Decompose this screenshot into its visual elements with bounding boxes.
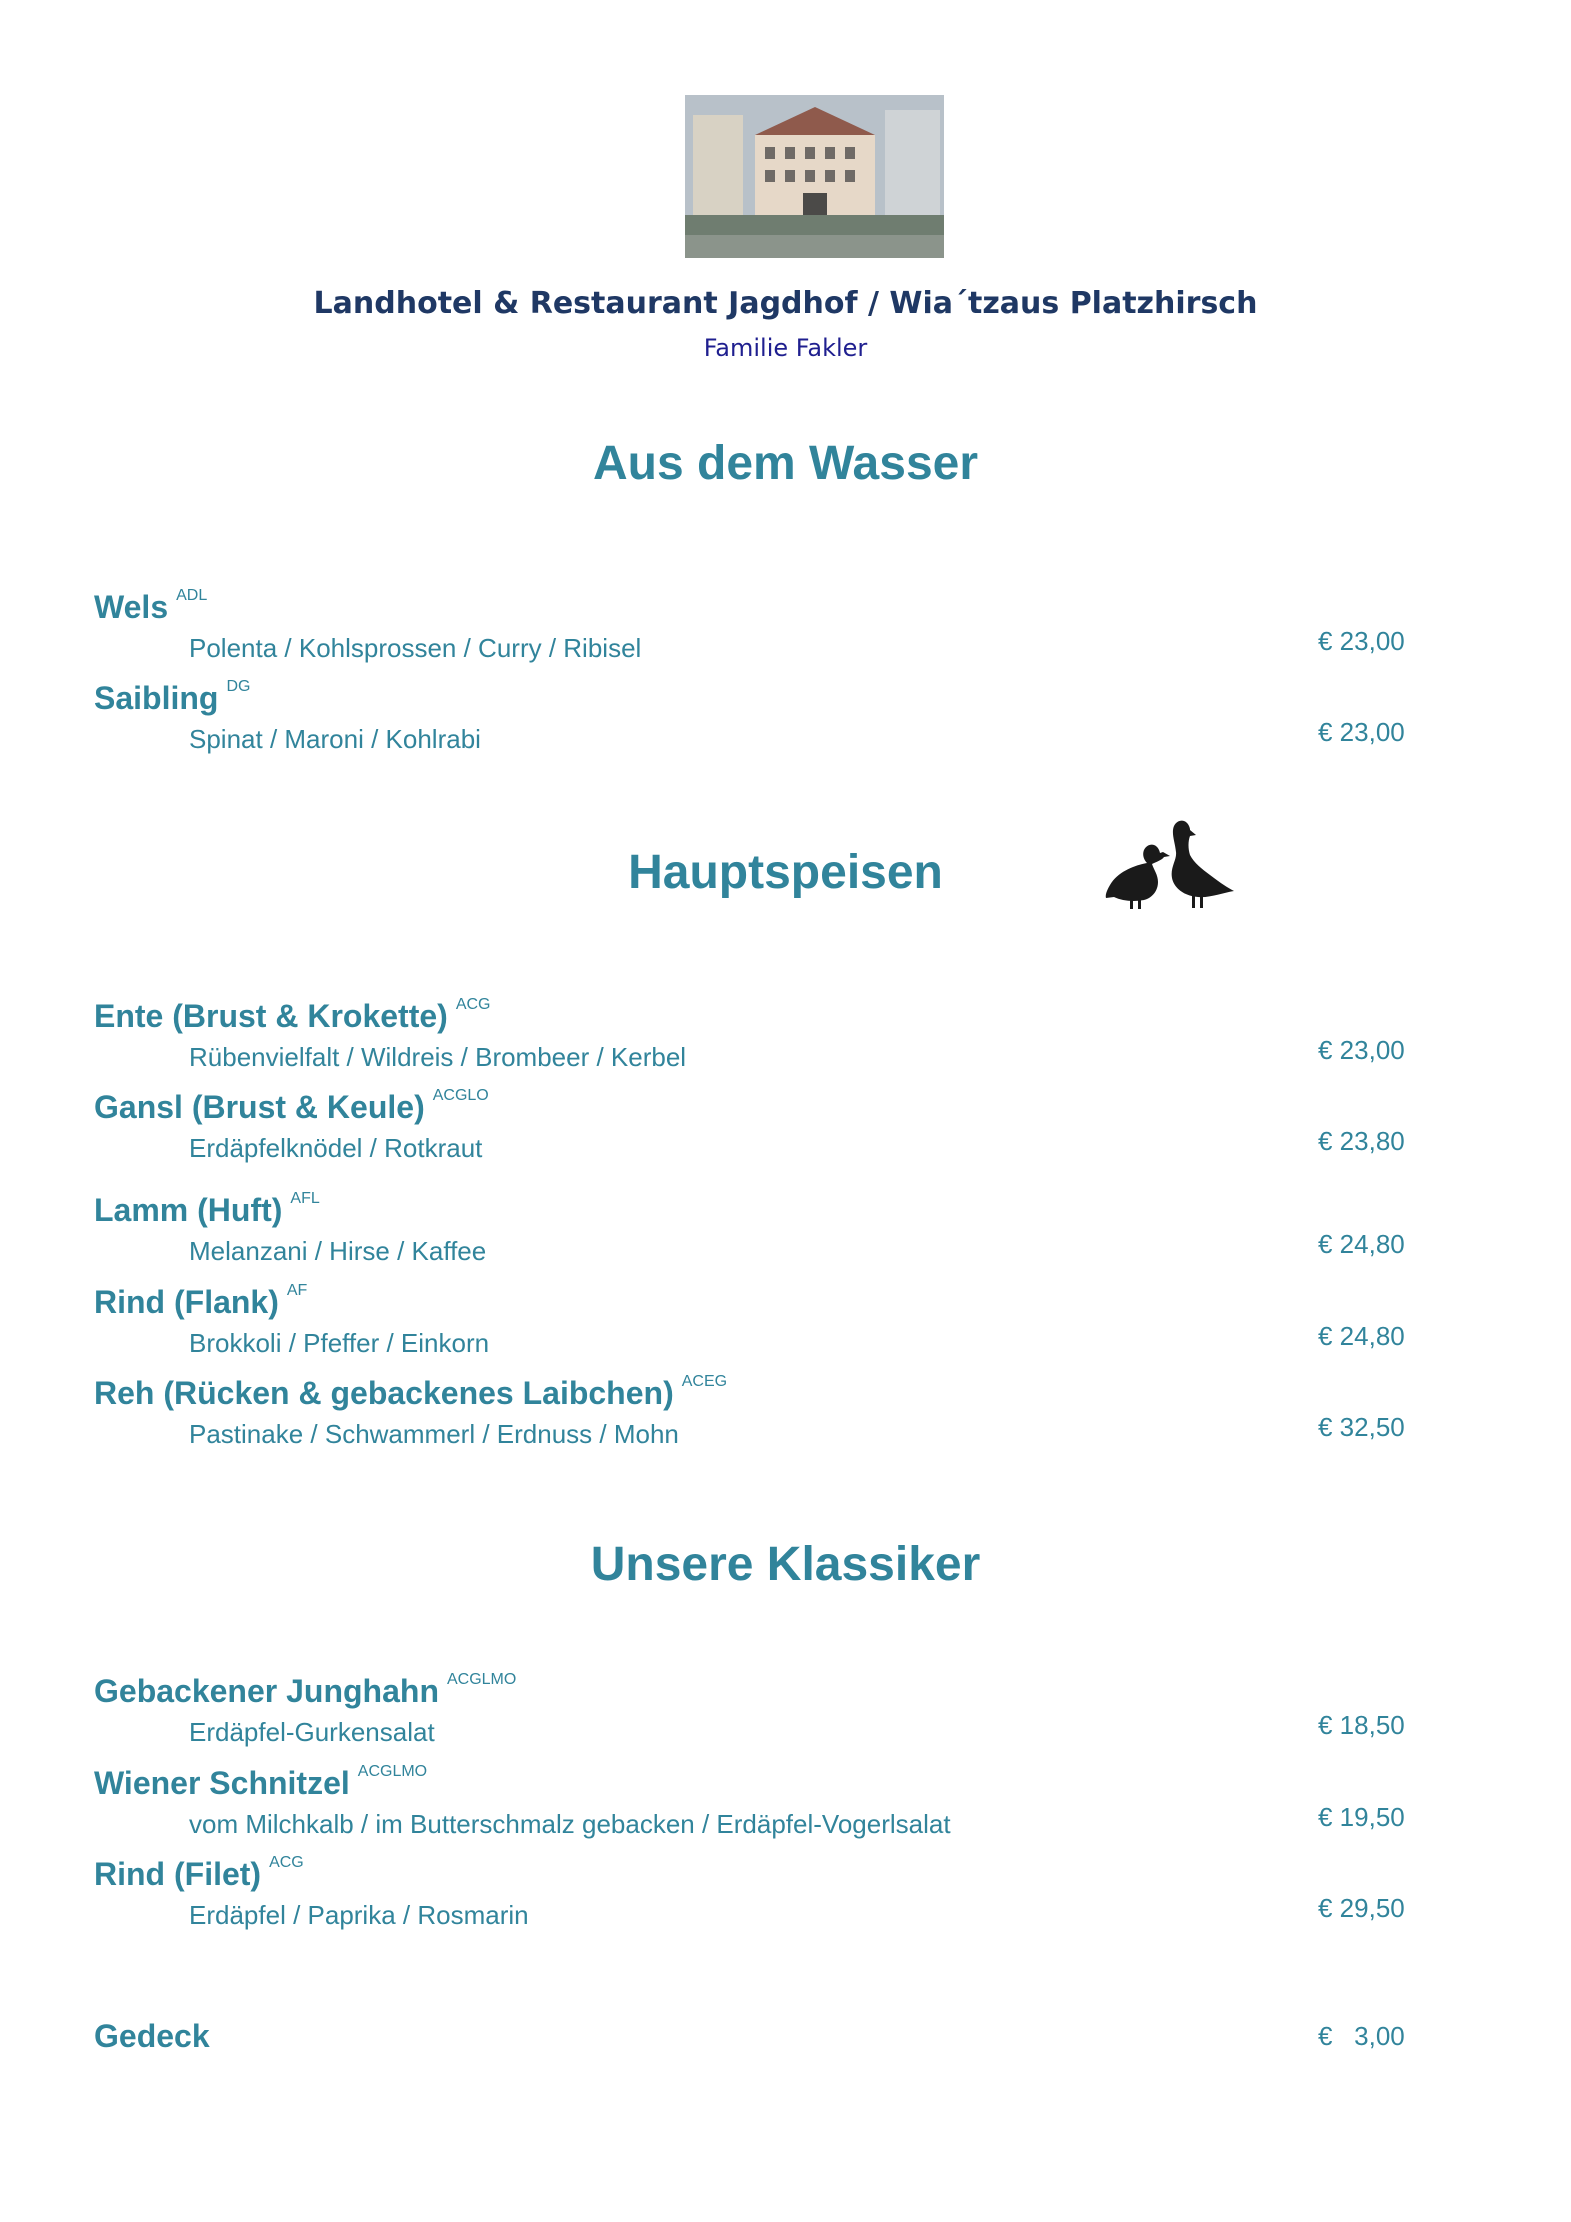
allergen-codes: ADL bbox=[176, 587, 208, 604]
menu-item bbox=[94, 1374, 1414, 1449]
section-title-unsere-klassiker: Unsere Klassiker bbox=[590, 1538, 981, 1591]
item-name: Lamm (Huft) bbox=[94, 1192, 283, 1228]
allergen-codes: ACEG bbox=[681, 1373, 728, 1390]
cover-charge bbox=[94, 2017, 1414, 2055]
item-price: € 29,50 bbox=[1318, 1893, 1405, 1923]
allergen-codes: ACGLO bbox=[432, 1087, 489, 1104]
item-price: € 23,00 bbox=[1318, 1035, 1405, 1065]
item-name: Saibling bbox=[94, 680, 219, 716]
item-name: Ente (Brust & Krokette) bbox=[94, 998, 448, 1034]
item-description: Erdäpfel / Paprika / Rosmarin bbox=[189, 1900, 529, 1930]
hotel-photo bbox=[685, 95, 944, 258]
item-price: € 32,50 bbox=[1318, 1412, 1405, 1442]
menu-item bbox=[94, 679, 1414, 754]
item-description: Brokkoli / Pfeffer / Einkorn bbox=[189, 1328, 490, 1358]
item-name: Rind (Filet) bbox=[94, 1856, 262, 1892]
item-name: Gansl (Brust & Keule) bbox=[94, 1089, 425, 1125]
item-price: € 23,80 bbox=[1318, 1126, 1405, 1156]
allergen-codes: DG bbox=[226, 678, 251, 695]
menu-item bbox=[94, 588, 1414, 663]
item-description: Polenta / Kohlsprossen / Curry / Ribisel bbox=[189, 633, 642, 663]
cover-charge-label: Gedeck bbox=[94, 2018, 210, 2054]
allergen-codes: AFL bbox=[290, 1190, 320, 1207]
allergen-codes: AF bbox=[286, 1282, 308, 1299]
item-description: Rübenvielfalt / Wildreis / Brombeer / Kerbel bbox=[189, 1042, 687, 1072]
section-title-aus-dem-wasser: Aus dem Wasser bbox=[592, 437, 979, 490]
item-description: Pastinake / Schwammerl / Erdnuss / Mohn bbox=[189, 1419, 679, 1449]
item-price: € 23,00 bbox=[1318, 717, 1405, 747]
menu-item bbox=[94, 1191, 1414, 1266]
item-name: Reh (Rücken & gebackenes Laibchen) bbox=[94, 1375, 674, 1411]
allergen-codes: ACG bbox=[269, 1854, 304, 1871]
item-price: € 19,50 bbox=[1318, 1802, 1405, 1832]
hotel-name: Landhotel & Restaurant Jagdhof / Wia´tzaus Platzhirsch bbox=[313, 286, 1258, 321]
section-title-hauptspeisen: Hauptspeisen bbox=[628, 846, 943, 899]
item-description: Erdäpfel-Gurkensalat bbox=[189, 1717, 435, 1747]
item-description: vom Milchkalb / im Butterschmalz gebacken / Erdäpfel-Vogerlsalat bbox=[189, 1809, 951, 1839]
cover-charge-price: € 3,00 bbox=[1318, 2021, 1405, 2051]
item-name: Wels bbox=[94, 589, 169, 625]
menu-item bbox=[94, 1283, 1414, 1358]
menu-item bbox=[94, 1672, 1414, 1747]
item-price: € 23,00 bbox=[1318, 626, 1405, 656]
item-description: Spinat / Maroni / Kohlrabi bbox=[189, 724, 481, 754]
item-price: € 18,50 bbox=[1318, 1710, 1405, 1740]
item-description: Melanzani / Hirse / Kaffee bbox=[189, 1236, 487, 1266]
family-name: Familie Fakler bbox=[703, 334, 868, 362]
allergen-codes: ACGLMO bbox=[446, 1671, 517, 1688]
allergen-codes: ACGLMO bbox=[357, 1763, 428, 1780]
menu-item bbox=[94, 1855, 1414, 1930]
menu-item bbox=[94, 1764, 1414, 1839]
menu-item bbox=[94, 1088, 1414, 1163]
item-name: Gebackener Junghahn bbox=[94, 1673, 439, 1709]
menu-item bbox=[94, 997, 1414, 1072]
item-price: € 24,80 bbox=[1318, 1321, 1405, 1351]
item-description: Erdäpfelknödel / Rotkraut bbox=[189, 1133, 483, 1163]
item-price: € 24,80 bbox=[1318, 1229, 1405, 1259]
item-name: Wiener Schnitzel bbox=[94, 1765, 350, 1801]
geese-icon bbox=[1100, 815, 1250, 915]
allergen-codes: ACG bbox=[455, 996, 491, 1013]
item-name: Rind (Flank) bbox=[94, 1284, 279, 1320]
